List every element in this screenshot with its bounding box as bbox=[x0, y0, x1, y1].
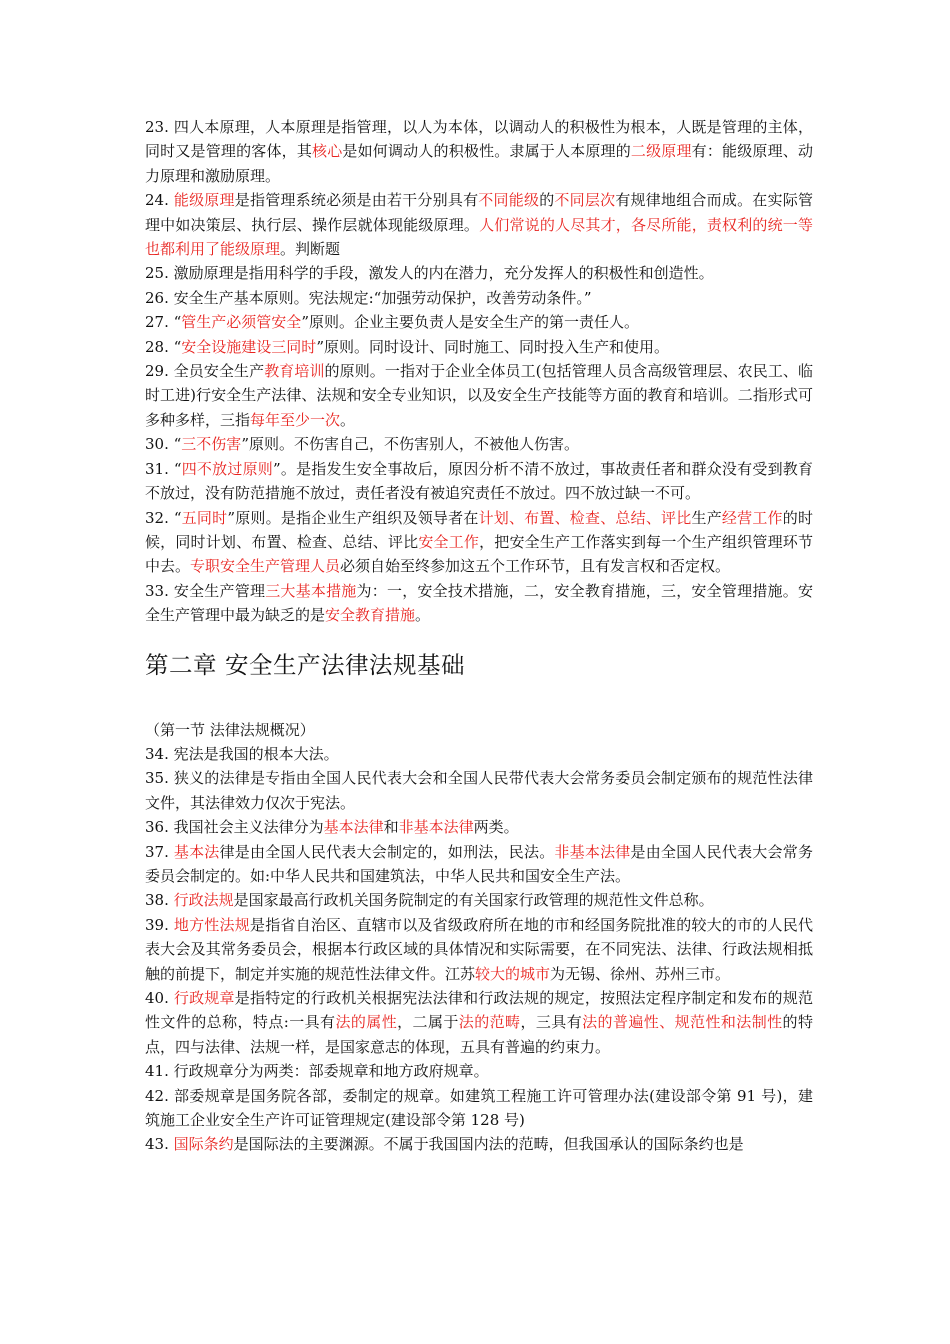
paragraph bbox=[145, 1059, 813, 1083]
highlighted-text: 基本法 bbox=[173, 842, 220, 861]
paragraph bbox=[145, 579, 813, 628]
text-run: 34. 宪法是我国的根本大法。 bbox=[145, 744, 339, 763]
highlighted-text: 非基本法律 bbox=[554, 842, 631, 861]
highlighted-text: 管生产必须管安全 bbox=[181, 313, 302, 332]
highlighted-text: 国际条约 bbox=[173, 1135, 234, 1154]
text-run: ，三具有 bbox=[520, 1013, 583, 1032]
text-run: 。判断题 bbox=[280, 240, 341, 259]
text-run: 43. bbox=[145, 1135, 174, 1154]
text-run: 40. bbox=[145, 989, 174, 1007]
text-run: 必须自始至终参加这五个工作环节，且有发言权和否定权。 bbox=[340, 557, 731, 576]
highlighted-text: 三大基本措施 bbox=[265, 581, 357, 600]
highlighted-text: 专职安全生产管理人员 bbox=[190, 557, 341, 576]
highlighted-text: 每年至少一次 bbox=[250, 410, 341, 429]
text-run: 28. “ bbox=[145, 337, 182, 356]
paragraph bbox=[145, 506, 813, 579]
highlighted-text: 行政法规 bbox=[173, 891, 234, 910]
text-run: 是如何调动人的积极性。隶属于人本原理的 bbox=[342, 142, 631, 161]
highlighted-text: 安全工作 bbox=[418, 532, 480, 551]
text-run: 。 bbox=[415, 606, 431, 625]
paragraph bbox=[145, 286, 813, 310]
highlighted-text: 不同能级 bbox=[478, 191, 540, 210]
paragraph bbox=[145, 766, 813, 815]
paragraph bbox=[145, 815, 813, 839]
text-run: 27. “ bbox=[145, 313, 182, 332]
highlighted-text: 教育培训 bbox=[264, 362, 325, 381]
paragraph bbox=[145, 359, 813, 432]
text-run: 26. 安全生产基本原则。宪法规定:“加强劳动保护，改善劳动条件。” bbox=[145, 288, 592, 307]
highlighted-text: 五同时 bbox=[181, 508, 228, 527]
text-run: 32. “ bbox=[145, 508, 182, 527]
text-run: 为：一，安全技术措施，二，安全教育措施，三，安全管理措施。安全生产管理中最为缺乏的是 bbox=[145, 581, 813, 625]
text-run: 的原则。一指对于企业全体员工(包括管理人员含高级管理层、农民工、临时工进)行安全生产法律、法规和安全专业知识，以及安全生产技能等方面的教育和培训。二指形式可多种多样，三指 bbox=[145, 362, 813, 429]
paragraph bbox=[145, 310, 813, 334]
text-run: 25. 激励原理是指用科学的手段，激发人的内在潜力，充分发挥人的积极性和创造性。 bbox=[145, 264, 714, 283]
paragraph bbox=[145, 335, 813, 359]
paragraph bbox=[145, 457, 813, 506]
text-run: 37. bbox=[145, 842, 174, 861]
text-run: ”原则。是指企业生产组织及领导者在 bbox=[227, 508, 479, 527]
paragraph bbox=[145, 188, 813, 261]
text-run: 30. “ bbox=[145, 435, 182, 454]
highlighted-text: 较大的城市 bbox=[475, 964, 551, 983]
text-run: 是指特定的行政机关根据宪法法律和行政法规的规定，按照法定程序制定和发布的规范性文件的总称，特点:一具有 bbox=[145, 989, 813, 1032]
text-run: 是国际法的主要渊源。不属于我国国内法的范畴，但我国承认的国际条约也是 bbox=[233, 1135, 744, 1154]
text-run: 39. bbox=[145, 915, 174, 934]
paragraph bbox=[145, 261, 813, 285]
text-run: 为无锡、徐州、苏州三市。 bbox=[550, 964, 731, 983]
section-chapter-one-tail bbox=[145, 115, 813, 628]
text-run: ，二属于 bbox=[397, 1013, 459, 1032]
highlighted-text: 四不放过原则 bbox=[181, 459, 273, 478]
highlighted-text: 经营工作 bbox=[721, 508, 783, 527]
paragraph bbox=[145, 840, 813, 889]
paragraph bbox=[145, 1084, 813, 1133]
text-run: 是指省自治区、直辖市以及省级政府所在地的市和经国务院批准的较大的市的人民代表大会及其常务委员会，根据本行政区域的具体情况和实际需要，在不同宪法、法律、行政法规相抵触的前提下，制定并实施的规范性法律文件。江苏 bbox=[145, 915, 813, 983]
text-run: 是指管理系统必须是由若干分别具有 bbox=[234, 191, 479, 210]
highlighted-text: 法的属性 bbox=[335, 1013, 398, 1032]
highlighted-text: 计划、布置、检查、总结、评比 bbox=[478, 508, 692, 527]
text-run: 生产 bbox=[691, 508, 722, 527]
text-run: 的特点，四与法律、法规一样，是国家意志的体现，五具有普遍的约束力。 bbox=[145, 1013, 813, 1056]
paragraph bbox=[145, 432, 813, 456]
text-run: 29. 全员安全生产 bbox=[145, 362, 265, 381]
document-page bbox=[145, 115, 813, 1157]
text-run: 36. 我国社会主义法律分为 bbox=[145, 818, 324, 837]
chapter-title: 第二章 安全生产法律法规基础 bbox=[145, 650, 465, 679]
paragraph bbox=[145, 913, 813, 986]
highlighted-text: 地方性法规 bbox=[173, 915, 250, 934]
text-run: 有规律地组合而成。在实际管理中如决策层、执行层、操作层就体现能级原理。 bbox=[145, 191, 813, 234]
text-run: 的时候，同时计划、布置、检查、总结、评比 bbox=[145, 508, 813, 551]
paragraph bbox=[145, 742, 813, 766]
highlighted-text: 安全设施建设三同时 bbox=[181, 337, 317, 356]
paragraph bbox=[145, 1132, 813, 1156]
text-run: 42. 部委规章是国务院各部，委制定的规章。如建筑工程施工许可管理办法(建设部令第 91 号)，建筑施工企业安全生产许可证管理规定(建设部令第 128 号) bbox=[145, 1086, 813, 1130]
highlighted-text: 人们常说的人尽其才，各尽所能，责权利的统一等也都利用了能级原理 bbox=[145, 215, 813, 259]
text-run: 和 bbox=[383, 818, 399, 837]
highlighted-text: 法的普遍性、规范性和法制性 bbox=[582, 1013, 783, 1032]
text-run: 31. “ bbox=[145, 459, 182, 478]
text-run: 23. 四人本原理，人本原理是指管理，以人为本体，以调动人的积极性为根本，人既是管理的主体，同时又是管理的客体，其 bbox=[145, 118, 813, 161]
text-run: ”原则。不伤害自己，不伤害别人，不被他人伤害。 bbox=[241, 435, 579, 454]
text-run: 41. 行政规章分为两类：部委规章和地方政府规章。 bbox=[145, 1062, 489, 1081]
text-run: 。 bbox=[340, 410, 356, 429]
paragraph bbox=[145, 115, 813, 188]
text-run: 有：能级原理、动力原理和激励原理。 bbox=[145, 142, 813, 185]
highlighted-text: 三不伤害 bbox=[181, 435, 242, 454]
highlighted-text: 基本法律 bbox=[323, 818, 384, 837]
text-run: （第一节 法律法规概况） bbox=[145, 720, 315, 739]
text-run: ，把安全生产工作落实到每一个生产组织管理环节中去。 bbox=[145, 532, 813, 576]
text-run: ”原则。企业主要负责人是安全生产的第一责任人。 bbox=[301, 313, 639, 332]
highlighted-text: 行政规章 bbox=[173, 989, 235, 1007]
text-run: ”。是指发生安全事故后，原因分析不清不放过，事故责任者和群众没有受到教育不放过，没有防范措施不放过，责任者没有被追究责任不放过。四不放过缺一不可。 bbox=[145, 459, 813, 503]
text-run: ”原则。同时设计、同时施工、同时投入生产和使用。 bbox=[316, 337, 669, 356]
section-chapter-two bbox=[145, 718, 813, 1157]
text-run: 律是由全国人民代表大会制定的，如刑法，民法。 bbox=[219, 842, 555, 861]
highlighted-text: 安全教育措施 bbox=[325, 606, 416, 625]
highlighted-text: 非基本法律 bbox=[398, 818, 474, 837]
text-run: 24. bbox=[145, 191, 174, 210]
highlighted-text: 核心 bbox=[312, 142, 343, 161]
text-run: 是国家最高行政机关国务院制定的有关国家行政管理的规范性文件总称。 bbox=[233, 891, 714, 910]
text-run: 的 bbox=[539, 191, 555, 210]
paragraph bbox=[145, 888, 813, 912]
text-run: 35. 狭义的法律是专指由全国人民代表大会和全国人民带代表大会常务委员会制定颁布的规范性法律文件，其法律效力仅次于宪法。 bbox=[145, 769, 813, 812]
paragraph bbox=[145, 986, 813, 1059]
text-run: 是由全国人民代表大会常务委员会制定的。如:中华人民共和国建筑法，中华人民共和国安全生产法。 bbox=[145, 842, 813, 885]
highlighted-text: 不同层次 bbox=[554, 191, 616, 210]
paragraph bbox=[145, 718, 813, 742]
highlighted-text: 法的范畴 bbox=[458, 1013, 521, 1032]
text-run: 两类。 bbox=[473, 818, 519, 837]
text-run: 38. bbox=[145, 891, 174, 910]
highlighted-text: 二级原理 bbox=[630, 142, 692, 161]
highlighted-text: 能级原理 bbox=[173, 191, 235, 210]
text-run: 33. 安全生产管理 bbox=[145, 581, 266, 600]
